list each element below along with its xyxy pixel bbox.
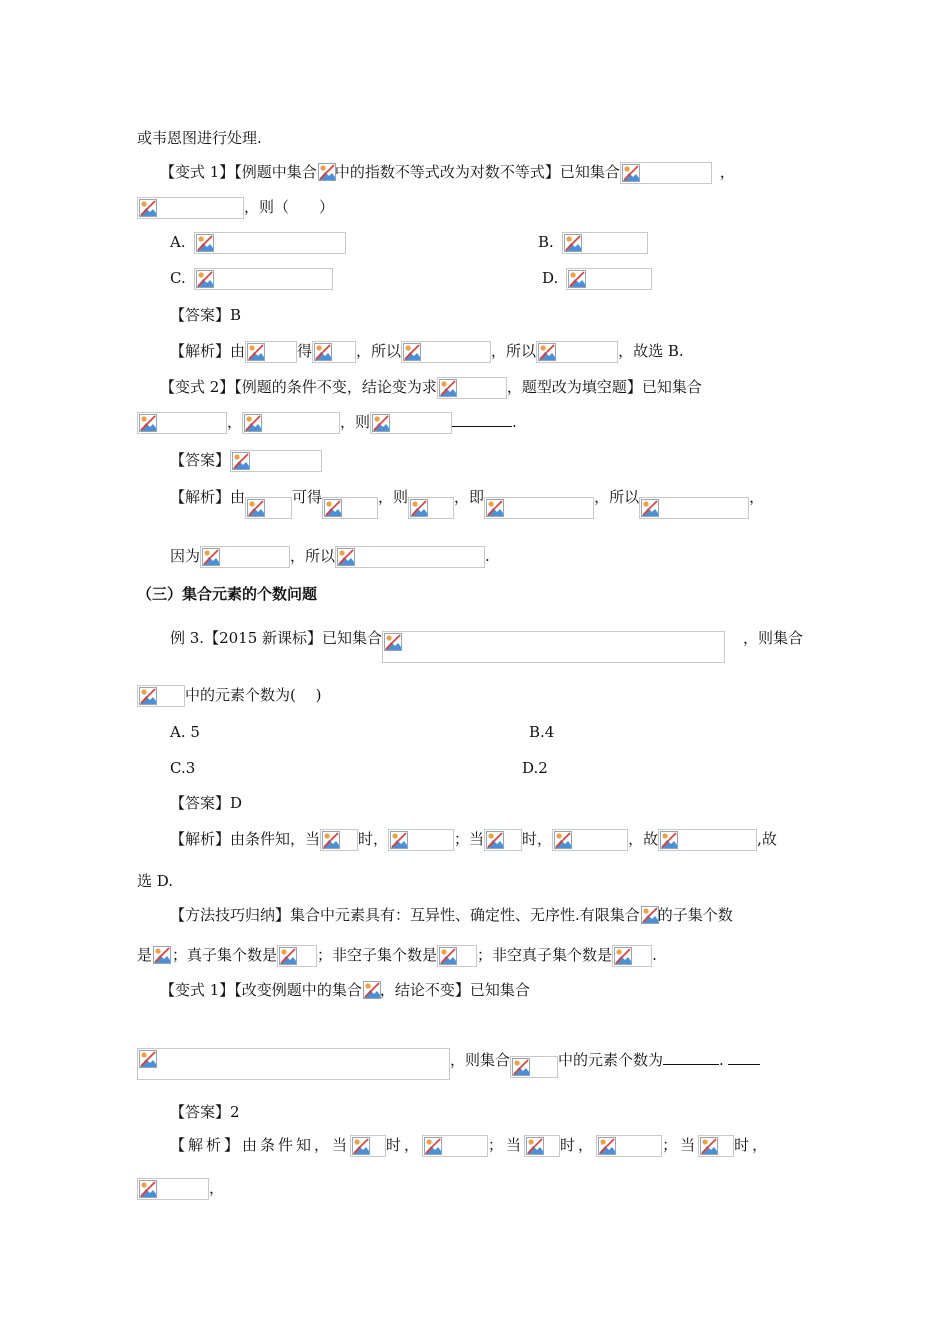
formula-image <box>194 232 346 254</box>
broken-image-icon <box>363 981 381 999</box>
formula-image <box>698 1135 734 1157</box>
formula-image <box>317 162 335 184</box>
broken-image-icon <box>403 343 421 361</box>
answer-line: 【答案】2 <box>170 1103 240 1121</box>
formula-image <box>524 1135 560 1157</box>
formula-image <box>137 685 185 707</box>
answer-line: 【答案】B <box>170 306 242 324</box>
broken-image-icon <box>247 499 265 517</box>
broken-image-icon <box>314 343 332 361</box>
formula-image <box>335 546 485 568</box>
broken-image-icon <box>139 199 157 217</box>
analysis-line: 因为 ，所以 . <box>170 546 490 568</box>
formula-image <box>408 497 454 519</box>
formula-image <box>536 341 618 363</box>
fill-blank <box>728 1050 760 1065</box>
broken-image-icon <box>384 633 402 651</box>
formula-image <box>137 412 227 434</box>
formula-image <box>620 162 712 184</box>
formula-image <box>245 341 297 363</box>
broken-image-icon <box>622 164 640 182</box>
option-c: C.3 <box>170 759 196 777</box>
formula-image <box>245 497 292 519</box>
broken-image-icon <box>486 831 504 849</box>
broken-image-icon <box>232 452 250 470</box>
text-line: 中的元素个数为( ) <box>137 685 321 707</box>
formula-image <box>137 197 244 219</box>
formula-image <box>320 829 358 851</box>
formula-image <box>242 412 340 434</box>
text-line: ， ，则 . <box>137 412 517 434</box>
formula-image <box>200 546 290 568</box>
analysis-line: 【解析】由 可得 ，则 ，即 ，所以 ， <box>170 487 764 509</box>
formula-image <box>382 631 725 663</box>
analysis-line: 【解析】由条件知，当 时， ；当 时， ，故 ,故 <box>170 829 777 851</box>
formula-image <box>612 945 652 967</box>
broken-image-icon <box>424 1137 442 1155</box>
answer-line: 【答案】 <box>170 450 322 472</box>
text-line: 选 D. <box>137 872 174 890</box>
broken-image-icon <box>439 947 457 965</box>
option-b: B.4 <box>529 723 555 741</box>
formula-image <box>562 232 648 254</box>
broken-image-icon <box>554 831 572 849</box>
broken-image-icon <box>247 343 265 361</box>
broken-image-icon <box>614 947 632 965</box>
broken-image-icon <box>324 499 342 517</box>
broken-image-icon <box>486 499 504 517</box>
answer-line: 【答案】D <box>170 794 243 812</box>
broken-image-icon <box>352 1137 370 1155</box>
broken-image-icon <box>390 831 408 849</box>
formula-image <box>362 980 380 1002</box>
example-3-heading: 例 3.【2015 新课标】已知集合 ，则集合 <box>170 623 803 655</box>
formula-image <box>194 268 333 290</box>
fill-blank <box>452 412 512 427</box>
formula-image <box>437 945 477 967</box>
broken-image-icon <box>153 946 171 964</box>
broken-image-icon <box>598 1137 616 1155</box>
formula-image <box>639 497 749 519</box>
broken-image-icon <box>538 343 556 361</box>
broken-image-icon <box>660 831 678 849</box>
section-heading: （三）集合元素的个数问题 <box>137 585 318 603</box>
option-a: A. <box>170 232 346 254</box>
text-line: 或韦恩图进行处理. <box>137 129 262 147</box>
broken-image-icon <box>564 234 582 252</box>
broken-image-icon <box>139 1050 157 1068</box>
broken-image-icon <box>512 1058 530 1076</box>
formula-image <box>137 1048 450 1080</box>
option-b: B. <box>538 232 648 254</box>
formula-image <box>566 268 652 290</box>
broken-image-icon <box>322 831 340 849</box>
formula-image <box>230 450 322 472</box>
formula-image <box>401 341 491 363</box>
text-line: ，则集合 中的元素个数为 . <box>137 1045 760 1077</box>
formula-image <box>510 1056 558 1078</box>
formula-image <box>322 497 378 519</box>
option-c: C. <box>170 268 333 290</box>
formula-image <box>484 829 522 851</box>
broken-image-icon <box>202 548 220 566</box>
formula-image <box>388 829 454 851</box>
formula-image <box>370 412 452 434</box>
broken-image-icon <box>410 499 428 517</box>
formula-image <box>137 1178 209 1200</box>
broken-image-icon <box>196 270 214 288</box>
broken-image-icon <box>318 163 336 181</box>
text-line: ，则（ ） <box>137 197 334 219</box>
text-line: ， <box>137 1178 224 1200</box>
formula-image <box>658 829 757 851</box>
option-d: D. <box>542 268 652 290</box>
formula-image <box>640 905 658 927</box>
formula-image <box>277 945 317 967</box>
analysis-line: 【解析】由条件知，当 时， ；当 时， ；当 时， <box>170 1135 770 1157</box>
text-line: 是 ；真子集个数是 ；非空子集个数是 ；非空真子集个数是 . <box>137 945 657 967</box>
broken-image-icon <box>700 1137 718 1155</box>
fill-blank <box>663 1050 719 1065</box>
broken-image-icon <box>641 499 659 517</box>
analysis-line: 【解析】由 得 ，所以 ，所以 ，故选 B. <box>170 341 684 363</box>
option-d: D.2 <box>522 759 548 777</box>
option-a: A. 5 <box>170 723 200 741</box>
formula-image <box>437 377 507 399</box>
formula-image <box>552 829 628 851</box>
broken-image-icon <box>337 548 355 566</box>
broken-image-icon <box>526 1137 544 1155</box>
formula-image <box>350 1135 386 1157</box>
variant-3-heading: 【变式 1】【改变例题中的集合 ，结论不变】已知集合 <box>160 980 530 1002</box>
formula-image <box>484 497 594 519</box>
formula-image <box>312 341 356 363</box>
broken-image-icon <box>139 1180 157 1198</box>
formula-image <box>422 1135 488 1157</box>
broken-image-icon <box>372 414 390 432</box>
broken-image-icon <box>244 414 262 432</box>
broken-image-icon <box>279 947 297 965</box>
broken-image-icon <box>439 379 457 397</box>
formula-image <box>596 1135 662 1157</box>
broken-image-icon <box>641 906 659 924</box>
variant-2-heading: 【变式 2】【例题的条件不变，结论变为求 ，题型改为填空题】已知集合 <box>160 377 702 399</box>
method-summary: 【方法技巧归纳】集合中元素具有：互异性、确定性、无序性.有限集合 的子集个数 <box>170 905 733 927</box>
broken-image-icon <box>568 270 586 288</box>
broken-image-icon <box>139 414 157 432</box>
variant-1-heading: 【变式 1】【例题中集合 中的指数不等式改为对数不等式】已知集合 ， <box>160 162 735 184</box>
broken-image-icon <box>196 234 214 252</box>
formula-image <box>152 945 172 967</box>
broken-image-icon <box>139 687 157 705</box>
